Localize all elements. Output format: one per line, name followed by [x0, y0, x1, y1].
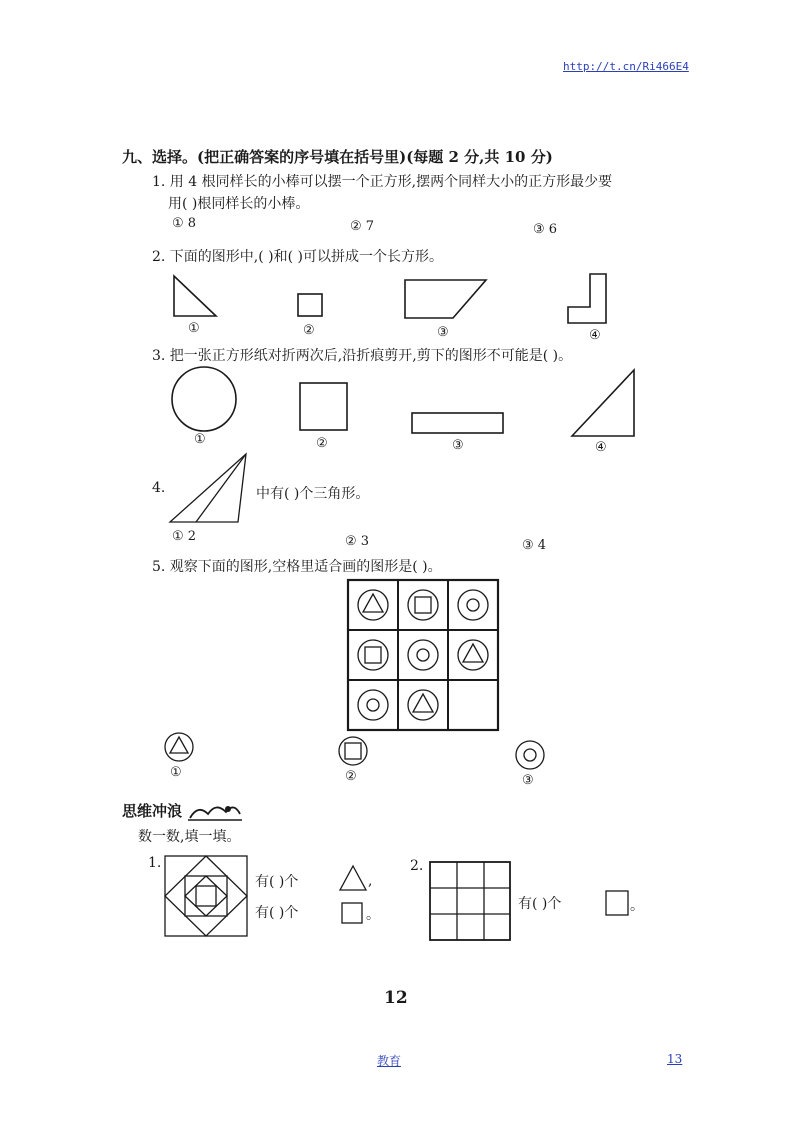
q4-option-1: ① 2 [172, 529, 197, 544]
q4-option-2: ② 3 [345, 534, 370, 549]
p1-end2: 。 [366, 907, 380, 923]
p2-number: 2. [410, 858, 424, 874]
thinking-title: 思维冲浪 [122, 802, 183, 820]
q2-label-2: ② [303, 323, 315, 338]
p1-end1: , [368, 873, 373, 889]
q2-label-1: ① [188, 321, 200, 336]
q5-label-3: ③ [522, 773, 534, 788]
q3-label-3: ③ [452, 438, 464, 453]
page-number: 12 [384, 988, 408, 1008]
footer-page-link[interactable]: 13 [667, 1052, 683, 1066]
q5-text: 5. 观察下面的图形,空格里适合画的图形是( )。 [152, 559, 442, 575]
q3-label-1: ① [194, 432, 206, 447]
q4-option-3: ③ 4 [522, 538, 547, 553]
q3-label-4: ④ [595, 440, 607, 455]
p1-line1: 有( )个 [255, 874, 299, 890]
q2-text: 2. 下面的图形中,( )和( )可以拼成一个长方形。 [152, 249, 444, 265]
p1-line2: 有( )个 [255, 905, 299, 921]
q2-label-4: ④ [589, 328, 601, 343]
q1-option-1: ① 8 [172, 216, 197, 231]
p1-number: 1. [148, 855, 162, 871]
q1-option-2: ② 7 [350, 219, 375, 234]
q1-text-2: 用( )根同样长的小棒。 [168, 196, 310, 212]
p2-text: 有( )个 [518, 896, 562, 912]
q2-label-3: ③ [437, 325, 449, 340]
header-link[interactable]: http://t.cn/Ri466E4 [563, 60, 689, 73]
q4-number: 4. [152, 480, 166, 496]
q3-text: 3. 把一张正方形纸对折两次后,沿折痕剪开,剪下的图形不可能是( )。 [152, 348, 573, 364]
q5-label-1: ① [170, 765, 182, 780]
footer-center-link[interactable]: 教育 [377, 1054, 402, 1068]
q1-option-3: ③ 6 [533, 222, 558, 237]
q3-label-2: ② [316, 436, 328, 451]
q5-label-2: ② [345, 769, 357, 784]
p2-end: 。 [630, 898, 644, 914]
section-title: 九、选择。(把正确答案的序号填在括号里)(每题 2 分,共 10 分) [122, 148, 553, 166]
q4-text: 中有( )个三角形。 [256, 486, 370, 502]
q1-text: 1. 用 4 根同样长的小棒可以摆一个正方形,摆两个同样大小的正方形最少要 [152, 174, 613, 190]
thinking-instruction: 数一数,填一填。 [138, 829, 241, 845]
